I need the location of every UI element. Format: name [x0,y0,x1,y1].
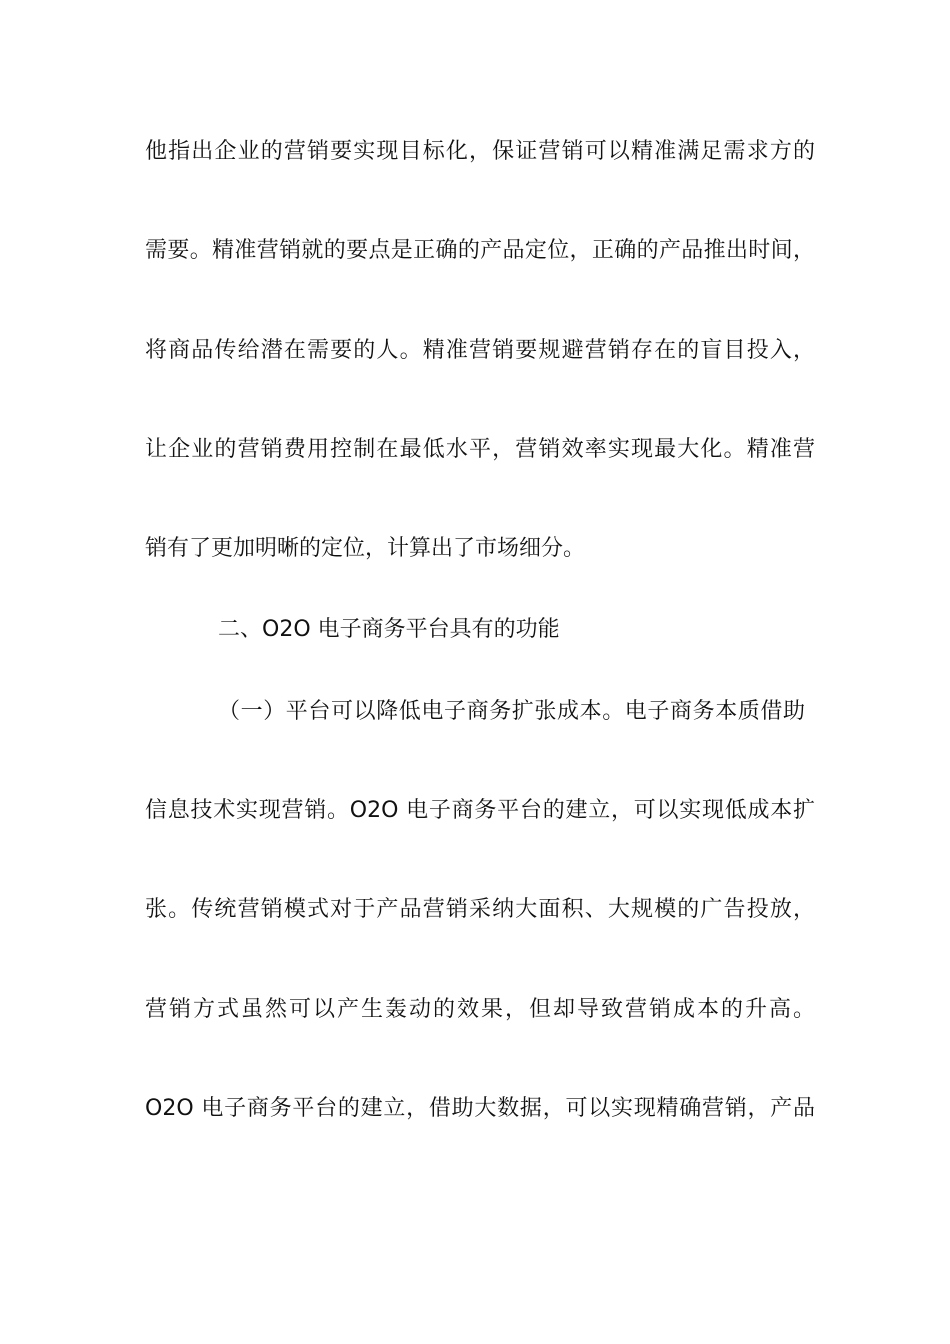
subsection-line-1: （一）平台可以降低电子商务扩张成本。电子商务本质借助 [218,699,805,724]
subsection-line-4: 营销方式虽然可以产生轰动的效果，但却导致营销成本的升高。 [145,997,815,1022]
paragraph-line-1: 他指出企业的营销要实现目标化，保证营销可以精准满足需求方的 [145,139,815,164]
paragraph-line-2: 需要。精准营销就的要点是正确的产品定位，正确的产品推出时间， [145,238,815,263]
paragraph-line-3: 将商品传给潜在需要的人。精准营销要规避营销存在的盲目投入， [145,338,815,363]
subsection-line-2: 信息技术实现营销。O2O 电子商务平台的建立，可以实现低成本扩 [145,798,815,823]
subsection-line-3: 张。传统营销模式对于产品营销采纳大面积、大规模的广告投放， [145,897,815,922]
paragraph-line-4: 让企业的营销费用控制在最低水平，营销效率实现最大化。精准营 [145,437,815,462]
paragraph-line-5: 销有了更加明晰的定位，计算出了市场细分。 [145,536,586,561]
subsection-line-5: O2O 电子商务平台的建立，借助大数据，可以实现精确营销，产品 [145,1096,815,1121]
section-heading: 二、O2O 电子商务平台具有的功能 [218,617,560,642]
